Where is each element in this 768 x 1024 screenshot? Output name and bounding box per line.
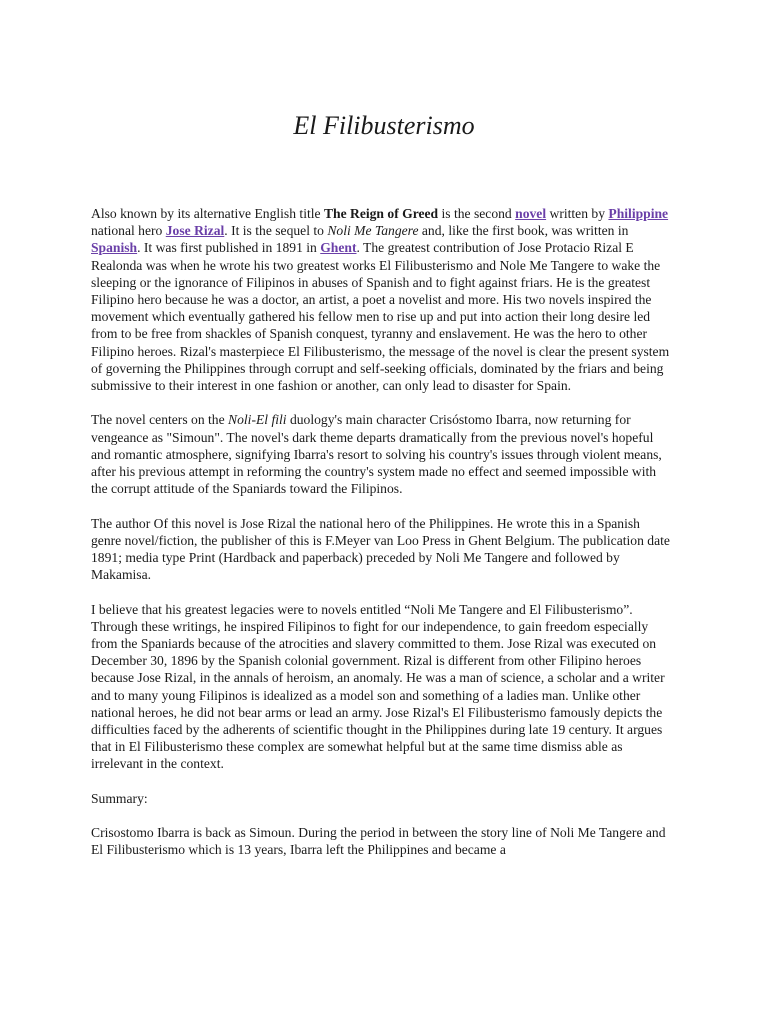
noli-title: Noli Me Tangere — [327, 223, 419, 239]
intro-text-2: is the second — [438, 206, 516, 221]
paragraph-intro — [91, 205, 671, 394]
paragraph-legacies: I believe that his greatest legacies were to novels entitled “Noli Me Tangere and El Filibusterismo”. Through these writings, he inspired Filipinos to fight for our independence, to gain freedom especially from the Spaniards because of the atrocities and slavery committed to them. Jose Rizal was executed on December 30, 1896 by the Spanish colonial government. Rizal is different from other Filipino heroes because Jose Rizal, in the annals of heroism, an anomaly. He was a man of science, a scholar and a writer and to many young Filipinos is idealized as a model son and something of a ladies man. Unlike other national heroes, he did not bear arms or lead an army. Jose Rizal's El Filibusterismo famously depicts the difficulties faced by the adherents of scientific thought in the Philippines during late 19 century. It argues that in El Filibusterismo these complex are somewhat helpful but at the same time dismiss able as irrelevant in the context. — [91, 601, 665, 772]
intro-text-5: . It is the sequel to — [224, 223, 328, 239]
alt-title: The Reign of Greed — [323, 206, 439, 221]
philippine-link[interactable]: Philippine — [608, 206, 669, 221]
ghent-link[interactable]: Ghent — [320, 240, 357, 256]
intro-text-1: Also known by its alternative English title — [91, 206, 324, 221]
spanish-link[interactable]: Spanish — [91, 240, 138, 256]
intro-text-7: . It was first published in 1891 in — [137, 240, 321, 256]
jose-rizal-link[interactable]: Jose Rizal — [165, 223, 225, 239]
duology-name: Noli-El fili — [228, 412, 287, 428]
paragraph-novel-centers — [91, 411, 671, 497]
intro-text-4: national hero — [91, 223, 166, 239]
paragraph-author: The author Of this novel is Jose Rizal the national hero of the Philippines. He wrote this in a Spanish genre novel/fiction, the publisher of this is F.Meyer van Loo Press in Ghent Belgium. The publication date 1891; media type Print (Hardback and paperback) preceded by Noli Me Tangere and followed by Makamisa. — [91, 515, 670, 583]
centers-text-1: The novel centers on the — [91, 412, 229, 428]
paragraph-summary: Crisostomo Ibarra is back as Simoun. During the period in between the story line of Noli Me Tangere and El Filibusterismo which is 13 years, Ibarra left the Philippines and became a — [91, 825, 666, 858]
intro-text-8: . The greatest contribution of Jose Protacio Rizal E Realonda was when he wrote his two greatest works El Filibusterismo and Nole Me Tangere to wake the sleeping or the ignorance of Filipinos in abuses of Spanish and to fight against friars. He is the greatest Filipino hero because he was a doctor, an artist, a poet a novelist and more. His two novels inspired the movement which eventually gathered his fellow men to rise up and put into action their long desire led from to be free from shackles of Spanish conquest, tyranny and enslavement. He was the hero to other Filipino heroes. Rizal's masterpiece El Filibusterismo, the message of the novel is clear the present system of governing the Philippines through corrupt and self-seeking officials, dominated by the friars and being submissive to their interest in one fashion or another, can only lead to disaster for Spain. — [91, 240, 670, 394]
summary-heading: Summary: — [91, 790, 148, 806]
document-title: El Filibusterismo — [293, 111, 475, 140]
document-body — [91, 205, 671, 876]
intro-text-3: written by — [546, 206, 609, 221]
intro-text-6: and, like the first book, was written in — [418, 223, 629, 239]
centers-text-2: duology's main character Crisóstomo Ibarra, now returning for vengeance as "Simoun". The novel's dark theme departs dramatically from the previous novel's hopeful and romantic atmosphere, signifying Ibarra's resort to solving his country's issues through violent means, after his previous attempt in reforming the country's system made no effect and seemed impossible with the corrupt attitude of the Spaniards toward the Filipinos. — [91, 412, 662, 497]
novel-link[interactable]: novel — [515, 206, 547, 221]
